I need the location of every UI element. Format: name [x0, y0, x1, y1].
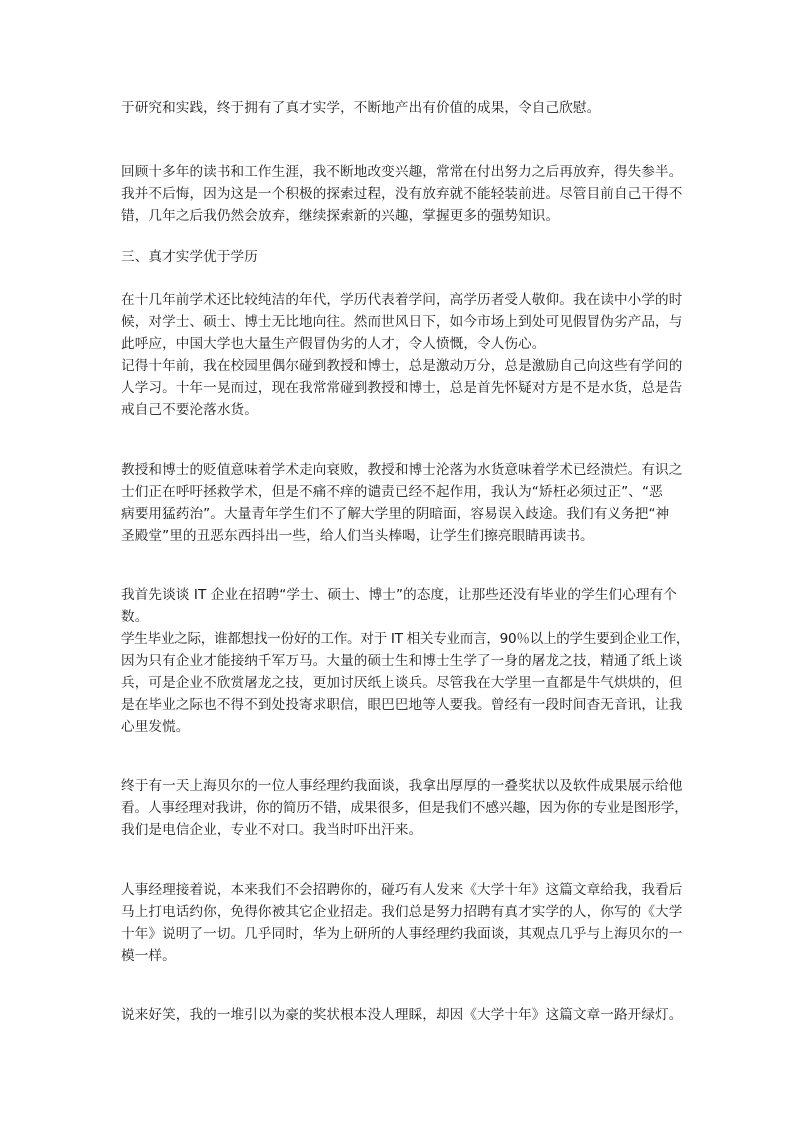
text-line: 马上打电话约你，免得你被其它企业招走。我们总是努力招聘有真才实学的人，你写的《大学 — [121, 904, 683, 920]
text-line: 说来好笑，我的一堆引以为豪的奖状根本没人理睬，却因《大学十年》这篇文章一路开绿灯。 — [121, 1007, 683, 1023]
text-line: 回顾十多年的读书和工作生涯，我不断地改变兴趣，常常在付出努力之后再放弃，得失参半。 — [121, 164, 683, 180]
text-line: 心里发慌。 — [121, 719, 190, 735]
text-line: 人学习。十年一晃而过，现在我常常碰到教授和博士，总是首先怀疑对方是不是水货，总是告 — [121, 380, 683, 396]
text-line: 看。人事经理对我讲，你的简历不错，成果很多，但是我们不感兴趣，因为你的专业是图形学， — [121, 800, 688, 816]
text-line: 我首先谈谈 IT 企业在招聘“学士、硕士、博士”的态度，让那些还没有毕业的学生们心理有个 — [121, 587, 677, 603]
text-line: 在十几年前学术还比较纯洁的年代，学历代表着学问，高学历者受人敬仰。我在读中小学的时 — [121, 292, 683, 308]
section-heading: 三、真才实学优于学历 — [121, 249, 258, 265]
text-line: 是在毕业之际也不得不到处投寄求职信，眼巴巴地等人要我。曾经有一段时间杳无音讯，让我 — [121, 697, 683, 713]
text-line: 学生毕业之际，谁都想找一份好的工作。对于 IT 相关专业而言，90％以上的学生要到企业工作， — [121, 631, 690, 647]
text-line: 记得十年前，我在校园里偶尔碰到教授和博士，总是激动万分，总是激励自己向这些有学问的 — [121, 358, 683, 374]
text-line: 候，对学士、硕士、博士无比地向往。然而世风日下，如今市场上到处可见假冒伪劣产品，与 — [121, 314, 683, 330]
text-line: 教授和博士的贬值意味着学术走向衰败，教授和博士沦落为水货意味着学术已经溃烂。有识之 — [121, 462, 683, 478]
text-line: 错，几年之后我仍然会放弃，继续探索新的兴趣，掌握更多的强势知识。 — [121, 208, 560, 224]
text-line: 此呼应，中国大学也大量生产假冒伪劣的人才，令人愤慨，令人伤心。 — [121, 336, 546, 352]
text-line: 戒自己不要沦落水货。 — [121, 402, 258, 418]
text-line: 人事经理接着说，本来我们不会招聘你的，碰巧有人发来《大学十年》这篇文章给我，我看后 — [121, 882, 683, 898]
text-line: 数。 — [121, 609, 149, 625]
text-line: 我们是电信企业，专业不对口。我当时吓出汗来。 — [121, 822, 423, 838]
text-line: 病要用猛药治”。大量青年学生们不了解大学里的阴暗面，容易误入歧途。我们有义务把“神 — [121, 506, 670, 522]
text-line: 于研究和实践，终于拥有了真才实学，不断地产出有价值的成果，令自己欣慰。 — [121, 100, 601, 116]
text-line: 兵，可是企业不欣赏屠龙之技，更加讨厌纸上谈兵。尽管我在大学里一直都是牛气烘烘的，但 — [121, 675, 683, 691]
text-line: 我并不后悔，因为这是一个积极的探索过程，没有放弃就不能轻装前进。尽管目前自己干得不 — [121, 186, 683, 202]
text-line: 圣殿堂”里的丑恶东西抖出一些，给人们当头棒喝，让学生们擦亮眼睛再读书。 — [121, 528, 594, 544]
text-line: 士们正在呼吁拯救学术，但是不痛不痒的谴责已经不起作用，我认为“矫枉必须过正”、“恶 — [121, 484, 663, 500]
text-line: 终于有一天上海贝尔的一位人事经理约我面谈，我拿出厚厚的一叠奖状以及软件成果展示给他 — [121, 778, 683, 794]
text-line: 因为只有企业才能接纳千军万马。大量的硕士生和博士生学了一身的屠龙之技，精通了纸上谈 — [121, 653, 683, 669]
text-line: 十年》说明了一切。几乎同时，华为上研所的人事经理约我面谈，其观点几乎与上海贝尔的一 — [121, 926, 683, 942]
text-line: 模一样。 — [121, 948, 176, 964]
